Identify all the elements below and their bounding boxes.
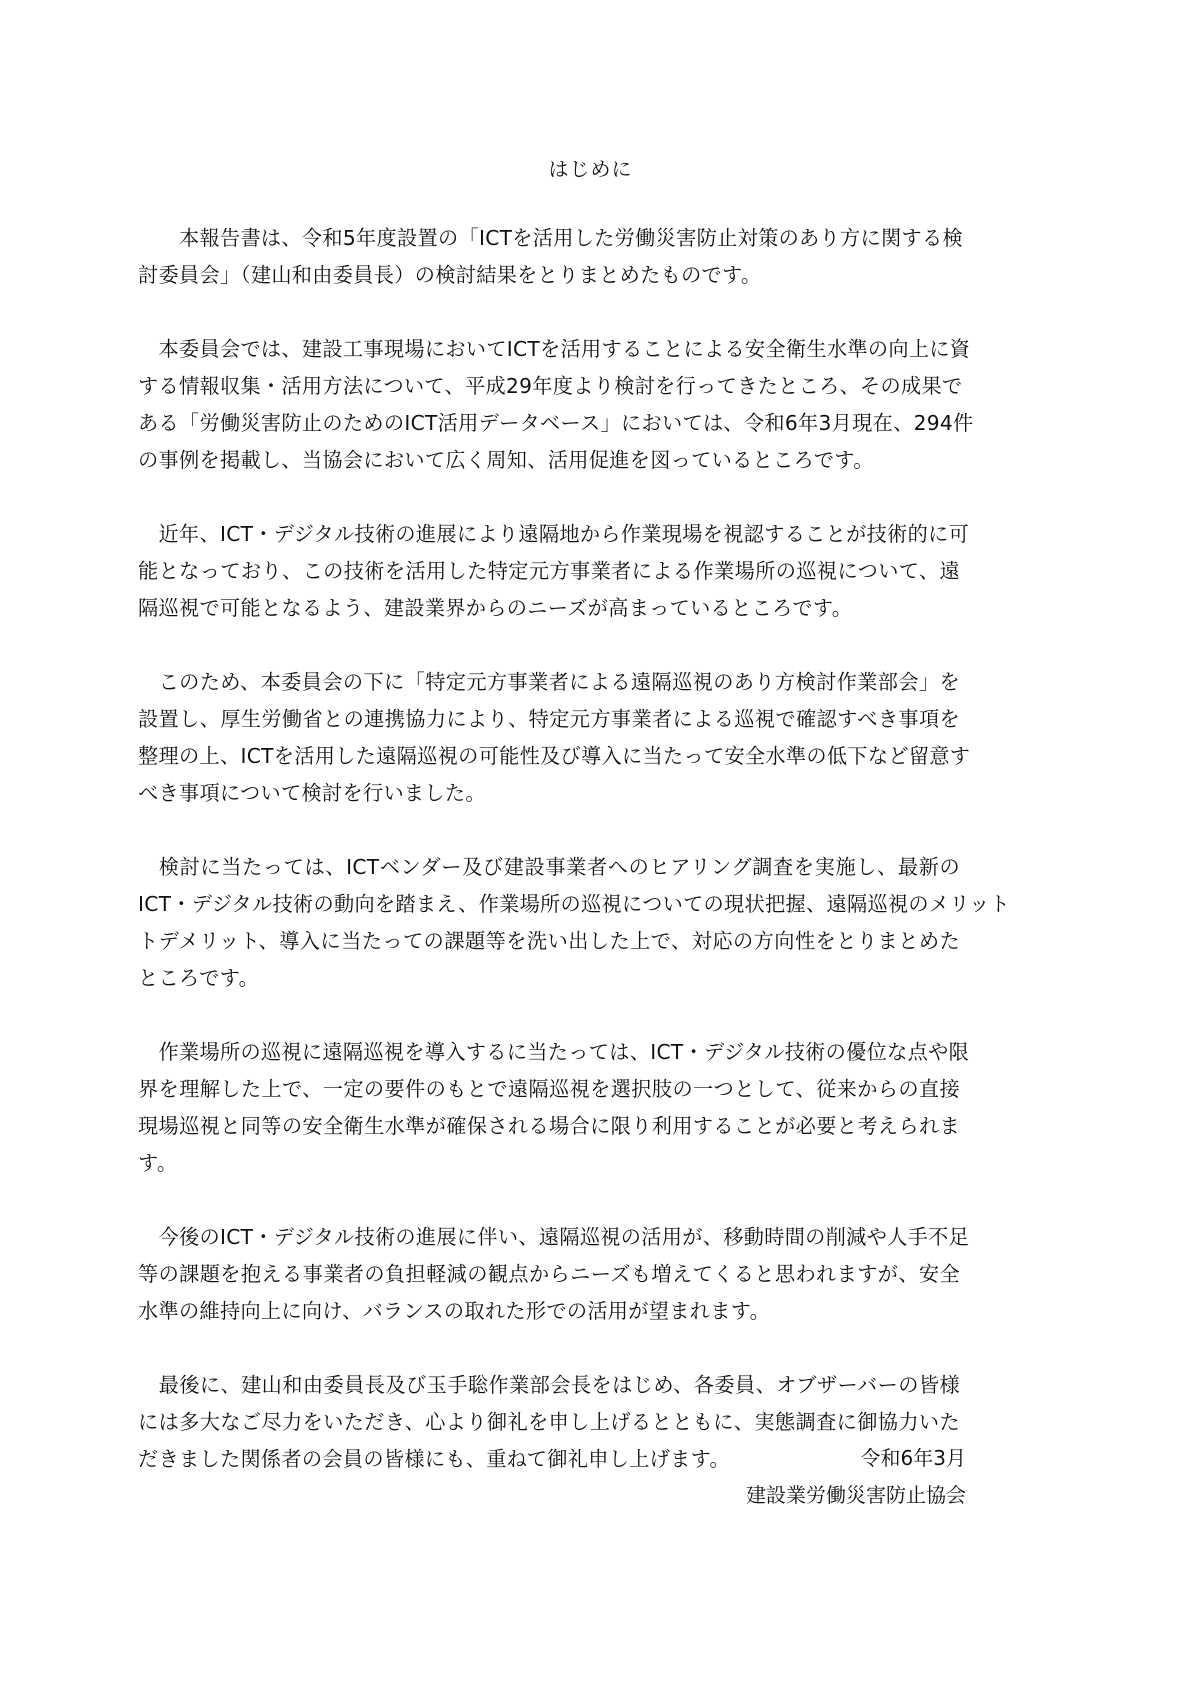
text-line: 検討に当たっては、ICTベンダー及び建設事業者へのヒアリング調査を実施し、最新の	[138, 855, 960, 879]
text-line: には多大なご尽力をいただき、心より御礼を申し上げるとともに、実態調査に御協力いた	[138, 1410, 960, 1434]
page-title: はじめに	[548, 157, 633, 181]
text-line: 最後に、建山和由委員長及び玉手聡作業部会長をはじめ、各委員、オブザーバーの皆様	[138, 1373, 960, 1397]
text-line: 近年、ICT・デジタル技術の進展により遠隔地から作業現場を視認することが技術的に可	[138, 522, 970, 546]
text-line: トデメリット、導入に当たっての課題等を洗い出した上で、対応の方向性をとりまとめた	[138, 929, 960, 953]
paragraph-1	[138, 220, 963, 294]
text-line: 本報告書は、令和5年度設置の「ICTを活用した労働災害防止対策のあり方に関する検	[138, 226, 963, 250]
text-line: 現場巡視と同等の安全衛生水準が確保される場合に限り利用することが必要と考えられま	[138, 1114, 960, 1138]
text-line: する情報収集・活用方法について、平成29年度より検討を行ってきたところ、その成果で	[138, 374, 963, 398]
document-body	[138, 220, 1011, 1515]
text-line: 作業場所の巡視に遠隔巡視を導入するに当たっては、ICT・デジタル技術の優位な点や限	[138, 1040, 970, 1064]
text-line: ある「労働災害防止のためのICT活用データベース」においては、令和6年3月現在、294件	[138, 411, 974, 435]
paragraph-3	[138, 516, 970, 627]
text-line: 界を理解した上で、一定の要件のもとで遠隔巡視を選択肢の一つとして、従来からの直接	[138, 1077, 960, 1101]
paragraph-6	[138, 1034, 970, 1182]
paragraph-2	[138, 331, 974, 479]
text-line: 設置し、厚生労働省との連携協力により、特定元方事業者による巡視で確認すべき事項を	[138, 707, 960, 731]
text-line: 本委員会では、建設工事現場においてICTを活用することによる安全衛生水準の向上に資	[138, 337, 971, 361]
text-line: べき事項について検討を行いました。	[138, 781, 486, 805]
text-line: ところです。	[138, 966, 260, 990]
paragraph-4	[138, 664, 971, 812]
text-line: す。	[138, 1151, 178, 1175]
signature-date: 令和6年3月	[860, 1446, 966, 1470]
text-line: 今後のICT・デジタル技術の進展に伴い、遠隔巡視の活用が、移動時間の削減や人手不足	[138, 1225, 970, 1249]
text-line: 隔巡視で可能となるよう、建設業界からのニーズが高まっているところです。	[138, 596, 853, 620]
text-line: ICT・デジタル技術の動向を踏まえ、作業場所の巡視についての現状把握、遠隔巡視のメリット	[138, 892, 1011, 916]
text-line: 討委員会」（建山和由委員長）の検討結果をとりまとめたものです。	[138, 263, 762, 287]
text-line: 整理の上、ICTを活用した遠隔巡視の可能性及び導入に当たって安全水準の低下など留意す	[138, 744, 971, 768]
paragraph-5	[138, 849, 1011, 997]
paragraph-8	[138, 1367, 960, 1478]
text-line: 水準の維持向上に向け、バランスの取れた形での活用が望まれます。	[138, 1299, 771, 1323]
text-line: このため、本委員会の下に「特定元方事業者による遠隔巡視のあり方検討作業部会」を	[138, 670, 960, 694]
signature-organization: 建設業労働災害防止協会	[746, 1483, 966, 1507]
text-line: だきました関係者の会員の皆様にも、重ねて御礼申し上げます。	[138, 1447, 731, 1471]
text-line: 等の課題を抱える事業者の負担軽減の観点からニーズも増えてくると思われますが、安全	[138, 1262, 960, 1286]
text-line: 能となっており、この技術を活用した特定元方事業者による作業場所の巡視について、遠	[138, 559, 960, 583]
text-line: の事例を掲載し、当協会において広く周知、活用促進を図っているところです。	[138, 448, 874, 472]
paragraph-7	[138, 1219, 970, 1330]
